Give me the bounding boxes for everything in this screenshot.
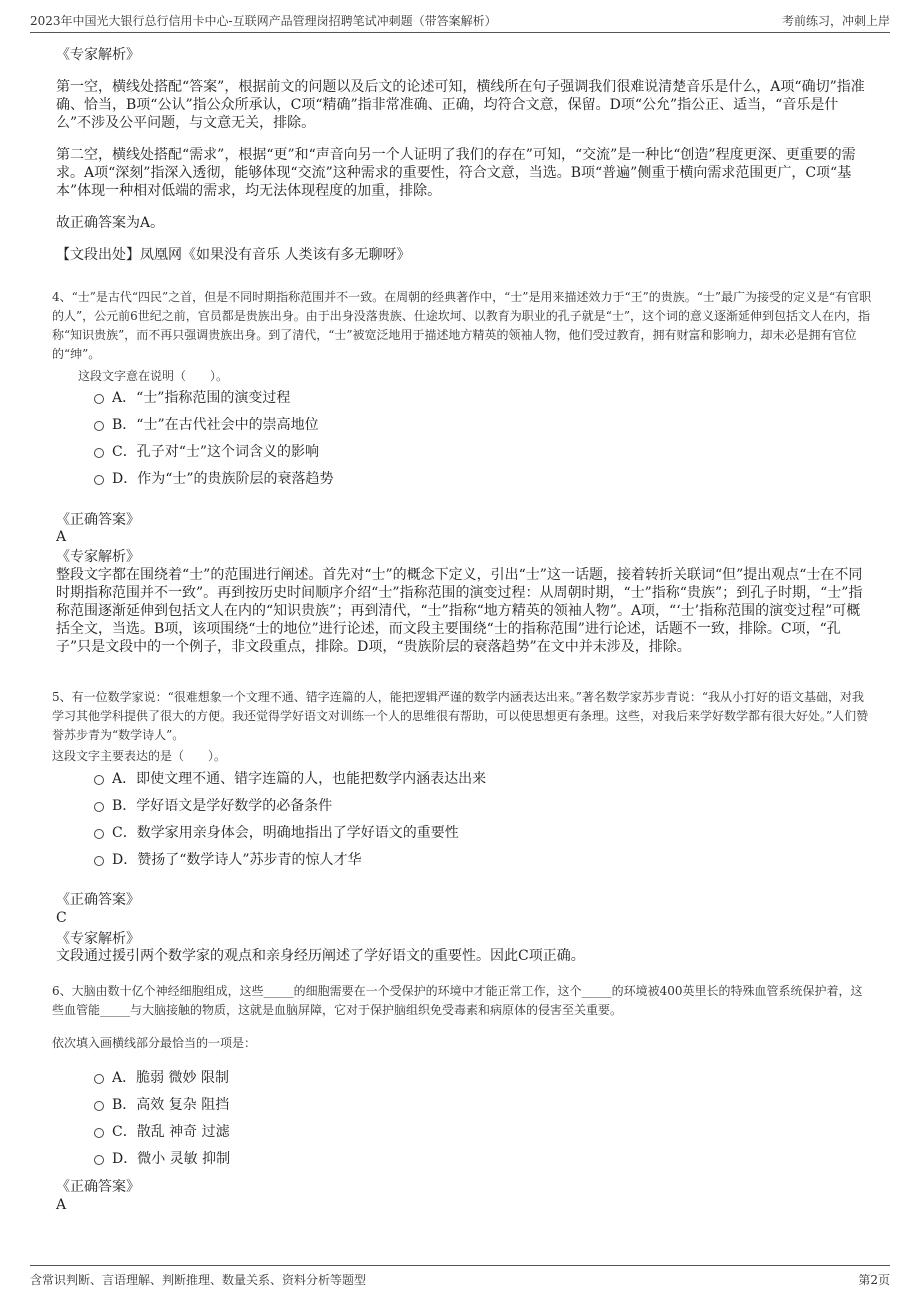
q4-option-a[interactable]: A．“士”指称范围的演变过程 bbox=[94, 387, 290, 407]
q5-prompt: 这段文字主要表达的是（ ）。 bbox=[52, 749, 227, 763]
radio-icon[interactable] bbox=[94, 1074, 104, 1084]
radio-icon[interactable] bbox=[94, 1128, 104, 1138]
radio-icon[interactable] bbox=[94, 448, 104, 458]
q4-answer: A bbox=[56, 529, 67, 545]
q5-option-a[interactable]: A．即使文理不通、错字连篇的人，也能把数学内涵表达出来 bbox=[94, 768, 486, 788]
q3-source: 【文段出处】凤凰网《如果没有音乐 人类该有多无聊呀》 bbox=[56, 247, 411, 263]
q6-answer-label: 《正确答案》 bbox=[56, 1179, 140, 1195]
radio-icon[interactable] bbox=[94, 1155, 104, 1165]
q6-option-d[interactable]: D．微小 灵敏 抑制 bbox=[94, 1148, 230, 1168]
page-header bbox=[30, 12, 890, 29]
q6-option-c[interactable]: C．散乱 神奇 过滤 bbox=[94, 1121, 230, 1141]
q6-option-b[interactable]: B．高效 复杂 阻挡 bbox=[94, 1094, 229, 1114]
q5-option-d[interactable]: D．赞扬了“数学诗人”苏步青的惊人才华 bbox=[94, 849, 362, 869]
q5-analysis: 文段通过援引两个数学家的观点和亲身经历阐述了学好语文的重要性。因此C项正确。 bbox=[56, 948, 585, 964]
q6-answer: A bbox=[56, 1197, 67, 1213]
q4-prompt: 这段文字意在说明（ ）。 bbox=[78, 369, 229, 383]
q4-option-c[interactable]: C．孔子对“士”这个词含义的影响 bbox=[94, 441, 319, 461]
q5-stem: 5、有一位数学家说：“很难想象一个文理不通、错字连篇的人，能把逻辑严谨的数学内涵表达出来。”著名数学家苏步青说：“我从小打好的语文基础，对我学习其他学科提供了很大的方便。我还觉得学好语文对训练一个人的思维很有帮助，可以使思想更有条理。这些，对我后来学好数学都有很大好处。”人们赞誉苏步青为“数学诗人”。 bbox=[52, 690, 869, 742]
radio-icon[interactable] bbox=[94, 775, 104, 785]
page-number: 第2页 bbox=[858, 1273, 890, 1287]
q6-prompt: 依次填入画横线部分最恰当的一项是： bbox=[52, 1036, 257, 1050]
q4-stem: 4、“士”是古代“四民”之首，但是不同时期指称范围并不一致。在周朝的经典著作中，“士”是用来描述效力于“王”的贵族。“士”最广为接受的定义是“有官职的人”，公元前6世纪之前，官员都是贵族出身。由于出身没落贵族、仕途坎坷、以教育为职业的孔子就是“士”，这个词的意义逐渐延伸到包括文人在内，指称“知识贵族”，而不再只强调贵族出身。到了清代，“士”被宽泛地用于描述地方精英的领袖人物，他们受过教育，拥有财富和影响力，却未必是拥有官位的“绅”。 bbox=[52, 290, 872, 361]
radio-icon[interactable] bbox=[94, 802, 104, 812]
q5-answer: C bbox=[56, 910, 67, 926]
page-footer bbox=[30, 1271, 890, 1288]
q5-option-b[interactable]: B．学好语文是学好数学的必备条件 bbox=[94, 795, 332, 815]
q5-answer-label: 《正确答案》 bbox=[56, 892, 140, 908]
q4-analysis: 整段文字都在围绕着“士”的范围进行阐述。首先对“士”的概念下定义，引出“士”这一话题，接着转折关联词“但”提出观点“士在不同时期指称范围并不一致”。再到按历史时间顺序介绍“士”指称范围的演变过程：从周朝时期，“士”指称“贵族”；到孔子时期，“士”指称范围逐渐延伸到包括文人在内的“知识贵族”；再到清代，“士”指称“地方精英的领袖人物”。A项，“‘士’指称范围的演变过程”可概括全文，当选。B项，该项围绕“士的地位”进行论述，而文段主要围绕“士的指称范围”进行论述，话题不一致，排除。C项，“孔子”只是文段中的一个例子，非文段重点，排除。D项，“贵族阶层的衰落趋势”在文中并未涉及，排除。 bbox=[56, 567, 863, 655]
q4-answer-label: 《正确答案》 bbox=[56, 512, 140, 528]
footer-divider bbox=[30, 1265, 890, 1266]
radio-icon[interactable] bbox=[94, 421, 104, 431]
header-title: 2023年中国光大银行总行信用卡中心-互联网产品管理岗招聘笔试冲刺题（带答案解析） bbox=[30, 14, 497, 28]
radio-icon[interactable] bbox=[94, 394, 104, 404]
q3-analysis-para2: 第二空，横线处搭配“需求”，根据“更”和“声音向另一个人证明了我们的存在”可知，“交流”是一种比“创造”程度更深、更重要的需求。A项“深刻”指深入透彻，能够体现“交流”这种需求的重要性，符合文意，当选。B项“普遍”侧重于横向需求范围更广，C项“基本”体现一种相对低端的需求，均无法体现程度的加重，排除。 bbox=[56, 147, 856, 199]
q5-analysis-label: 《专家解析》 bbox=[56, 931, 140, 947]
radio-icon[interactable] bbox=[94, 829, 104, 839]
header-divider bbox=[30, 32, 890, 33]
q3-conclusion: 故正确答案为A。 bbox=[56, 215, 165, 231]
radio-icon[interactable] bbox=[94, 475, 104, 485]
q6-stem: 6、大脑由数十亿个神经细胞组成，这些_____的细胞需要在一个受保护的环境中才能正常工作，这个_____的环境被400英里长的特殊血管系统保护着，这些血管能_____与大脑接触的物质，这就是血脑屏障，它对于保护脑组织免受毒素和病原体的侵害至关重要。 bbox=[52, 984, 863, 1017]
q5-option-c[interactable]: C．数学家用亲身体会，明确地指出了学好语文的重要性 bbox=[94, 822, 459, 842]
q6-option-a[interactable]: A．脆弱 微妙 限制 bbox=[94, 1067, 229, 1087]
q4-option-b[interactable]: B．“士”在古代社会中的崇高地位 bbox=[94, 414, 319, 434]
q4-analysis-label: 《专家解析》 bbox=[56, 549, 140, 565]
radio-icon[interactable] bbox=[94, 856, 104, 866]
header-right: 考前练习，冲刺上岸 bbox=[781, 14, 890, 28]
radio-icon[interactable] bbox=[94, 1101, 104, 1111]
footer-left: 含常识判断、言语理解、判断推理、数量关系、资料分析等题型 bbox=[30, 1273, 367, 1287]
q4-option-d[interactable]: D．作为“士”的贵族阶层的衰落趋势 bbox=[94, 468, 334, 488]
q3-analysis-label: 《专家解析》 bbox=[56, 47, 140, 63]
q3-analysis-para1: 第一空，横线处搭配“答案”，根据前文的问题以及后文的论述可知，横线所在句子强调我们很难说清楚音乐是什么，A项“确切”指准确、恰当，B项“公认”指公众所承认，C项“精确”指非常准确、正确，均符合文意，保留。D项“公允”指公正、适当，“音乐是什么”不涉及公平问题，与文意无关，排除。 bbox=[56, 79, 865, 131]
